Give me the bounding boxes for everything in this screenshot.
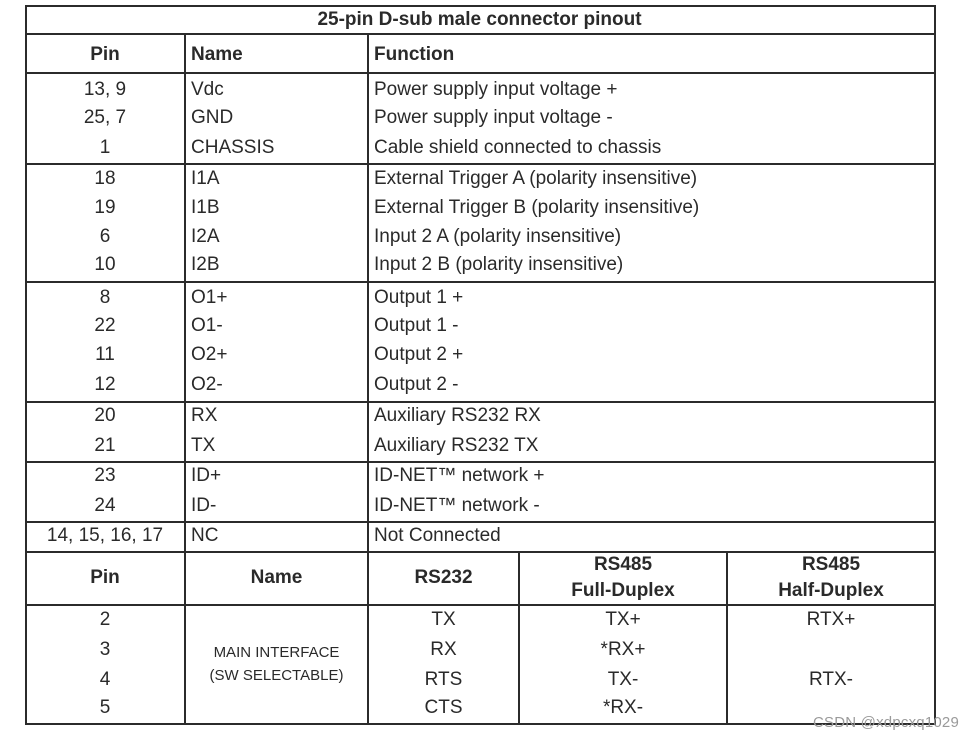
header-pin: Pin bbox=[90, 44, 120, 65]
interface-header-rs485-full-line2: Full-Duplex bbox=[571, 580, 675, 601]
cell-pin: 10 bbox=[94, 254, 116, 275]
divider-interface-header-bottom bbox=[25, 604, 936, 606]
divider-header bbox=[25, 72, 936, 74]
cell-name: I1B bbox=[191, 197, 220, 218]
cell-function: Not Connected bbox=[374, 525, 501, 546]
cell-name: RX bbox=[191, 405, 218, 426]
cell-function: Power supply input voltage + bbox=[374, 79, 618, 100]
cell-name: O1- bbox=[191, 315, 223, 336]
divider-interface-header-top bbox=[25, 551, 936, 553]
cell-rs485-half: RTX+ bbox=[806, 609, 856, 630]
cell-pin: 20 bbox=[94, 405, 116, 426]
interface-header-name: Name bbox=[250, 567, 303, 588]
cell-name: O1+ bbox=[191, 287, 228, 308]
cell-pin: 23 bbox=[94, 465, 116, 486]
cell-pin: 19 bbox=[94, 197, 116, 218]
cell-rs232: RTS bbox=[424, 669, 463, 690]
divider-group-3 bbox=[25, 401, 936, 403]
cell-name: O2- bbox=[191, 374, 223, 395]
cell-function: Output 1 - bbox=[374, 315, 459, 336]
cell-function: Input 2 B (polarity insensitive) bbox=[374, 254, 624, 275]
cell-rs485-full: TX- bbox=[607, 669, 639, 690]
cell-name: ID- bbox=[191, 495, 217, 516]
cell-pin: 8 bbox=[99, 287, 111, 308]
cell-pin: 4 bbox=[99, 669, 111, 690]
cell-function: Auxiliary RS232 TX bbox=[374, 435, 539, 456]
cell-rs485-half: RTX- bbox=[809, 669, 853, 690]
cell-pin: 22 bbox=[94, 315, 116, 336]
divider-group-1 bbox=[25, 163, 936, 165]
header-name: Name bbox=[191, 44, 243, 65]
cell-function: ID-NET™ network + bbox=[374, 465, 545, 486]
cell-function: Output 2 + bbox=[374, 344, 464, 365]
watermark: CSDN @xdpcxq1029 bbox=[813, 714, 959, 731]
border-bottom bbox=[25, 723, 936, 725]
cell-function: Output 1 + bbox=[374, 287, 464, 308]
cell-rs232: TX bbox=[431, 609, 456, 630]
cell-pin: 25, 7 bbox=[83, 107, 127, 128]
cell-function: External Trigger B (polarity insensitive) bbox=[374, 197, 700, 218]
divider-group-2 bbox=[25, 281, 936, 283]
cell-pin: 12 bbox=[94, 374, 116, 395]
cell-name: ID+ bbox=[191, 465, 222, 486]
cell-pin: 2 bbox=[99, 609, 111, 630]
cell-rs485-full: TX+ bbox=[605, 609, 641, 630]
interface-name-line1: MAIN INTERFACE bbox=[213, 644, 340, 661]
cell-rs232: CTS bbox=[424, 697, 463, 718]
cell-function: Cable shield connected to chassis bbox=[374, 137, 662, 158]
cell-function: Output 2 - bbox=[374, 374, 459, 395]
cell-rs485-full: *RX- bbox=[602, 697, 644, 718]
cell-function: Auxiliary RS232 RX bbox=[374, 405, 541, 426]
cell-pin: 13, 9 bbox=[83, 79, 127, 100]
cell-pin: 14, 15, 16, 17 bbox=[46, 525, 164, 546]
divider-group-4 bbox=[25, 461, 936, 463]
cell-name: I2A bbox=[191, 226, 220, 247]
cell-name: CHASSIS bbox=[191, 137, 275, 158]
interface-header-rs485-full-line1: RS485 bbox=[593, 554, 653, 575]
cell-function: Input 2 A (polarity insensitive) bbox=[374, 226, 622, 247]
cell-pin: 5 bbox=[99, 697, 111, 718]
interface-header-rs485-half-line1: RS485 bbox=[801, 554, 861, 575]
cell-name: Vdc bbox=[191, 79, 224, 100]
border-top bbox=[25, 5, 936, 7]
cell-function: ID-NET™ network - bbox=[374, 495, 540, 516]
cell-name: O2+ bbox=[191, 344, 228, 365]
cell-pin: 24 bbox=[94, 495, 116, 516]
divider-group-5 bbox=[25, 521, 936, 523]
table-title: 25-pin D-sub male connector pinout bbox=[317, 9, 642, 30]
cell-name: TX bbox=[191, 435, 216, 456]
cell-pin: 18 bbox=[94, 168, 116, 189]
interface-header-rs485-half-line2: Half-Duplex bbox=[778, 580, 884, 601]
cell-function: Power supply input voltage - bbox=[374, 107, 613, 128]
interface-header-rs232: RS232 bbox=[414, 567, 473, 588]
header-function: Function bbox=[374, 44, 455, 65]
cell-pin: 6 bbox=[99, 226, 111, 247]
cell-pin: 11 bbox=[95, 344, 115, 365]
divider-title bbox=[25, 33, 936, 35]
cell-pin: 3 bbox=[99, 639, 111, 660]
cell-name: GND bbox=[191, 107, 234, 128]
interface-name-line2: (SW SELECTABLE) bbox=[209, 667, 344, 684]
cell-function: External Trigger A (polarity insensitive) bbox=[374, 168, 698, 189]
cell-rs485-full: *RX+ bbox=[600, 639, 646, 660]
cell-name: I2B bbox=[191, 254, 220, 275]
interface-header-pin: Pin bbox=[90, 567, 120, 588]
cell-name: I1A bbox=[191, 168, 220, 189]
cell-name: NC bbox=[191, 525, 219, 546]
cell-pin: 1 bbox=[99, 137, 111, 158]
cell-rs232: RX bbox=[430, 639, 457, 660]
cell-pin: 21 bbox=[94, 435, 116, 456]
